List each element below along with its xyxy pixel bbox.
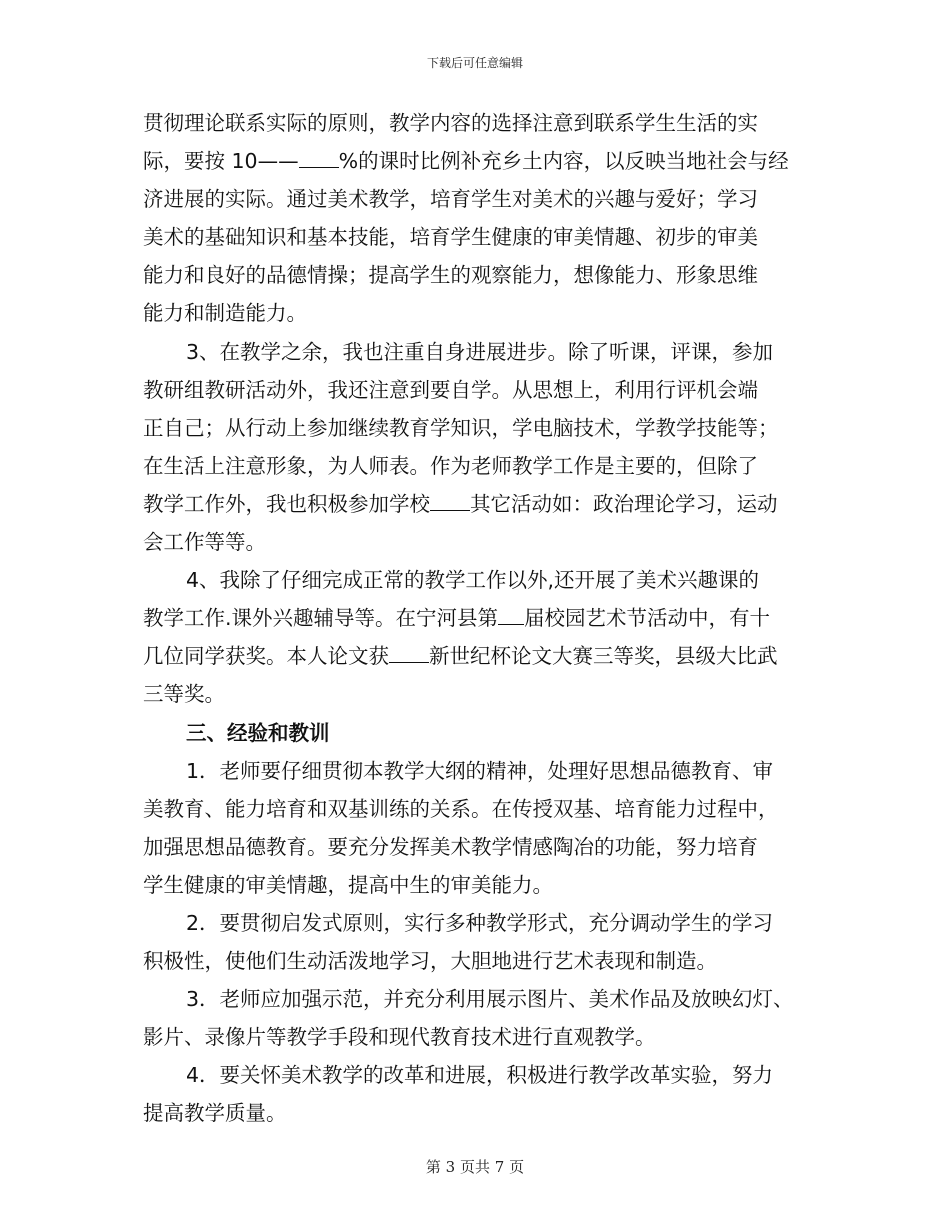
text-line: 4．要关怀美术教学的改革和进展，积极进行教学改革实验，努力: [186, 1063, 774, 1088]
text-line: 2．要贯彻启发式原则，实行多种教学形式，充分调动学生的学习: [186, 910, 774, 935]
text-line: [143, 485, 823, 523]
text-line: 正自己；从行动上参加继续教育学知识，学电脑技术，学教学技能等；: [143, 415, 779, 440]
fill-blank: [299, 145, 339, 168]
text-line: 4、我除了仔细完成正常的教学工作以外,还开展了美术兴趣课的: [186, 568, 760, 593]
text-line: 积极性，使他们生动活泼地学习，大胆地进行艺术表现和制造。: [143, 949, 717, 974]
document-body: [143, 104, 823, 1133]
text-segment: 教学工作外，我也积极参加学校: [143, 491, 430, 516]
fill-blank: [430, 488, 470, 511]
text-line: 贯彻理论联系实际的原则，教学内容的选择注意到联系学生生活的实: [143, 111, 758, 135]
text-line: 三等奖。: [143, 682, 225, 707]
text-segment: 际，要按 10——: [143, 149, 299, 174]
text-line: 1．老师要仔细贯彻本教学大纲的精神，处理好思想品德教育、审: [186, 758, 774, 783]
text-line: 影片、录像片等教学手段和现代教育技术进行直观教学。: [143, 1025, 656, 1050]
text-line: 在生活上注意形象，为人师表。作为老师教学工作是主要的，但除了: [143, 453, 758, 478]
fill-blank: [389, 640, 429, 663]
text-segment: 届校园艺术节活动中，有十: [524, 606, 771, 631]
text-line: [143, 599, 823, 637]
text-line: [143, 637, 823, 675]
text-line: 美术的基础知识和基本技能，培育学生健康的审美情趣、初步的审美: [143, 225, 758, 250]
text-line: 教研组教研活动外，我还注意到要自学。从思想上，利用行评机会端: [143, 377, 758, 402]
text-line: 会工作等等。: [143, 530, 266, 555]
page-header: 下载后可任意编辑: [426, 56, 523, 70]
section-heading: 三、经验和教训: [186, 720, 330, 745]
text-line: 能力和制造能力。: [143, 301, 307, 326]
text-line: 美教育、能力培育和双基训练的关系。在传授双基、培育能力过程中，: [143, 796, 779, 821]
text-line: 能力和良好的品德情操；提高学生的观察能力，想像能力、形象思维: [143, 263, 758, 288]
text-line: [143, 142, 823, 180]
text-line: 学生健康的审美情趣，提高中生的审美能力。: [143, 872, 553, 897]
fill-blank: [498, 602, 524, 625]
text-segment: 几位同学获奖。本人论文获: [143, 644, 389, 669]
text-line: 3．老师应加强示范，并充分利用展示图片、美术作品及放映幻灯、: [186, 987, 794, 1012]
page-footer: 第 3 页共 7 页: [425, 1158, 525, 1176]
text-line: 加强思想品德教育。要充分发挥美术教学情感陶冶的功能，努力培育: [143, 834, 758, 859]
text-line: 3、在教学之余，我也注重自身进展进步。除了听课，评课，参加: [186, 339, 774, 364]
text-line: 济进展的实际。通过美术教学，培育学生对美术的兴趣与爱好；学习: [143, 187, 758, 212]
text-segment: 教学工作.课外兴趣辅导等。在宁河县第: [143, 606, 499, 631]
text-segment: 新世纪杯论文大赛三等奖，县级大比武: [429, 644, 778, 669]
text-segment: 其它活动如：政治理论学习，运动: [470, 491, 778, 516]
text-line: 提高教学质量。: [143, 1101, 287, 1126]
text-segment: %的课时比例补充乡土内容，以反映当地社会与经: [338, 149, 789, 174]
